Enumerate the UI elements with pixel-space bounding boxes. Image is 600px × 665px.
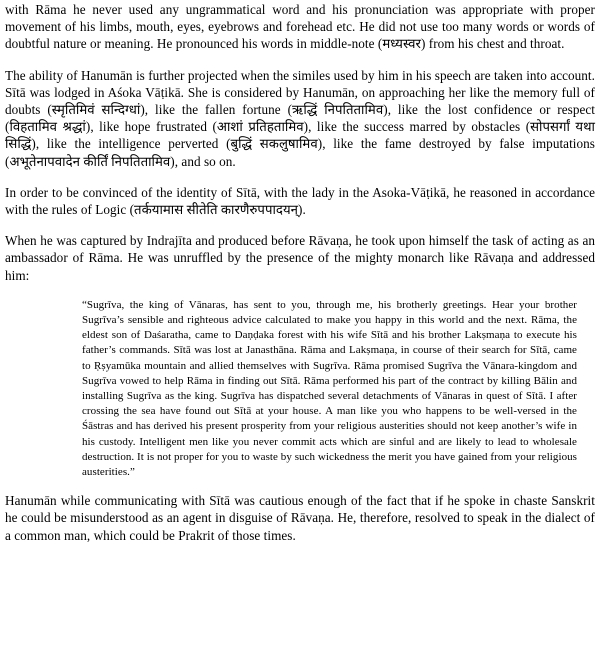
paragraph-dialect: Hanumān while communicating with Sītā was cautious enough of the fact that if he spoke in chaste Sanskrit he could be misunderstood as an agent in disguise of Rāvaṇa. He, therefore, resolved to speak in the dialect of a common man, which could be Prakrit of those times.: [5, 493, 595, 543]
paragraph-identity-of-sita: In order to be convinced of the identity of Sītā, with the lady in the Asoka-Vāṭikā, he reasoned in accordance with the rules of Logic (तर्कयामास सीतेति कारणैरुपपादयन्).: [5, 184, 595, 218]
paragraph-hanuman-speech: with Rāma he never used any ungrammatical word and his pronunciation was appropriate with proper movement of his limbs, mouth, eyes, eyebrows and forehead etc. He did not use too many words or words of doubtful nature or meaning. He pronounced his words in middle-note (मध्यस्वर) from his chest and throat.: [5, 2, 595, 52]
block-quote-message-to-ravana: “Sugrīva, the king of Vānaras, has sent to you, through me, his brotherly greetings. Hear your brother Sugrīva’s sensible and righteous advice calculated to make you happy in this world and the next. Rāma, the eldest son of Daśaratha, came to Daṇḍaka forest with his wife Sītā and his brother Lakṣmaṇa to execute his father’s commands. Sītā was lost at Janasthāna. Rāma and Lakṣmaṇa, in course of their search for Sītā, came to Ṛṣyamūka mountain and allied themselves with Sugrīva. Rāma promised Sugrīva the Vānara-kingdom and Sugrīva vowed to help Rāma in finding out Sītā. Rāma performed his part of the contract by killing Bālin and installing Sugrīva as the king. Sugrīva has dispatched several detachments of Vānaras in quest of Sītā. I after crossing the sea have found out Sītā at your house. A man like you who happens to be well-versed in the Śāstras and has derived his present prosperity from your religious austerities should not keep another’s wife in his custody. Intelligent men like you never commit acts which are sinful and are likely to lead to wholesale destruction. It is not proper for you to waste by such wickedness the merit you have gained from your religious austerities.”: [82, 298, 577, 479]
paragraph-similes: The ability of Hanumān is further projected when the similes used by him in his speech are taken into account. Sītā was lodged in Aśoka Vāṭikā. She is considered by Hanumān, on approaching her like the memory full of doubts (स्मृतिमिवं सन्दिग्धां), like the fallen fortune (ऋद्धिं निपतितामिव), like the lost confidence or respect (विहतामिव श्रद्धां), like hope frustrated (आशां प्रतिहतामिव), like the success marred by obstacles (सोपसर्गां यथा सिद्धिं), like the intelligence perverted (बुद्धिं सकलुषामिव), like the fame destroyed by false imputations (अभूतेनापवादेन कीर्तिं निपतितामिव), and so on.: [5, 67, 595, 169]
paragraph-captured-by-indrajita: When he was captured by Indrajīta and produced before Rāvaṇa, he took upon himself the task of acting as an ambassador of Rāma. He was unruffled by the presence of the mighty monarch like Rāvaṇa and addressed him:: [5, 233, 595, 283]
